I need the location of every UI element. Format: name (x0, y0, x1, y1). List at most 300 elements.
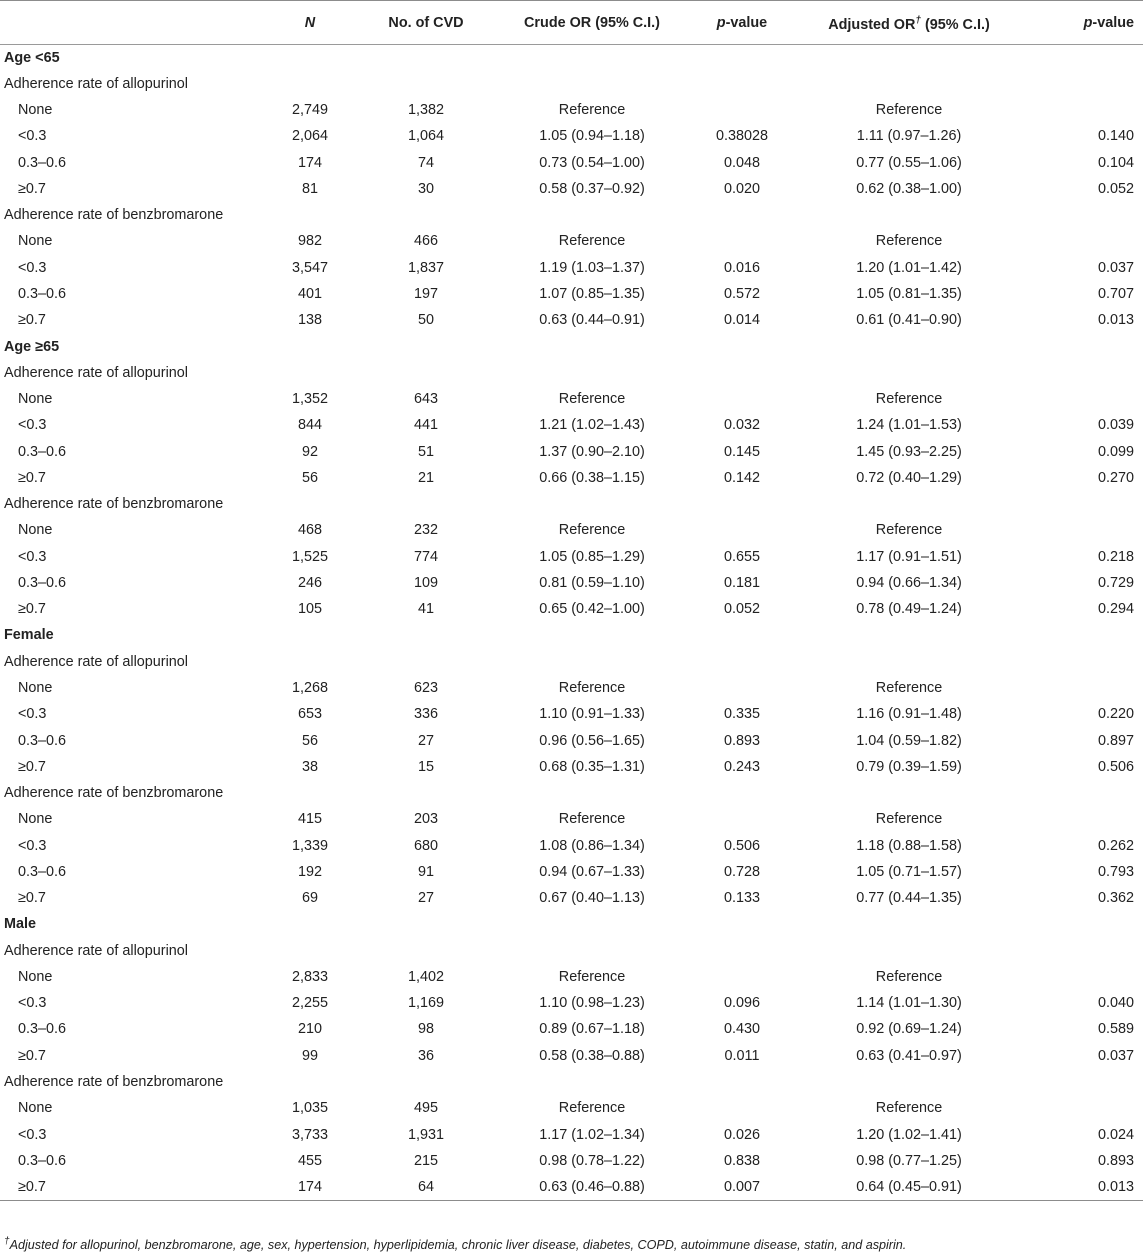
cell-n: 3,547 (291, 259, 328, 276)
empty-cell (690, 649, 794, 675)
empty-cell (358, 911, 494, 937)
empty-cell (262, 1069, 358, 1095)
cell-p-value-adjusted: 0.024 (1097, 1126, 1134, 1143)
table-row (0, 1174, 1143, 1200)
cell-n: 2,833 (291, 968, 328, 985)
cell-n: 1,268 (291, 680, 328, 696)
subgroup-row (0, 202, 1143, 228)
empty-cell (794, 45, 1024, 71)
cell-adjusted-or: 0.78 (0.49–1.24) (856, 601, 962, 618)
empty-cell (794, 71, 1024, 97)
empty-cell (1024, 45, 1143, 71)
cell-adjusted-or: 1.11 (0.97–1.26) (856, 128, 962, 145)
empty-cell (358, 45, 494, 71)
table-row (0, 1095, 1143, 1121)
cell-p-value-crude (690, 806, 794, 832)
cell-p-value-adjusted: 0.589 (1097, 1021, 1134, 1038)
cell-n: 3,733 (291, 1126, 328, 1143)
group-label: Age <65 (4, 49, 60, 66)
empty-cell (690, 71, 794, 97)
row-label: ≥0.7 (18, 890, 46, 907)
cell-crude-or: Reference (558, 968, 626, 985)
empty-cell (358, 360, 494, 386)
subgroup-row (0, 649, 1143, 675)
cell-crude-or: 1.37 (0.90–2.10) (539, 443, 645, 460)
empty-cell (690, 491, 794, 517)
row-label: <0.3 (18, 1126, 47, 1143)
cell-crude-or: 0.58 (0.37–0.92) (539, 180, 645, 197)
subgroup-row (0, 780, 1143, 806)
row-label: 0.3–0.6 (18, 286, 67, 303)
cell-p-value-adjusted: 0.040 (1097, 995, 1134, 1012)
empty-cell (262, 622, 358, 648)
header-blank (0, 1, 262, 45)
cell-p-value-adjusted: 0.793 (1097, 863, 1134, 880)
cell-adjusted-or: 1.05 (0.71–1.57) (856, 863, 962, 880)
row-label: <0.3 (18, 837, 47, 854)
cell-cvd: 64 (358, 1174, 494, 1200)
row-label: <0.3 (18, 128, 47, 145)
cell-crude-or: 0.63 (0.44–0.91) (539, 312, 645, 329)
subgroup-label: Adherence rate of allopurinol (4, 75, 189, 92)
table-row (0, 859, 1143, 885)
empty-cell (690, 911, 794, 937)
table-row (0, 990, 1143, 1016)
cell-adjusted-or: 0.79 (0.39–1.59) (856, 758, 962, 775)
cell-p-value-adjusted: 0.052 (1097, 180, 1134, 197)
cell-crude-or: 0.96 (0.56–1.65) (539, 732, 645, 749)
cell-adjusted-or: 1.18 (0.88–1.58) (856, 837, 962, 854)
cell-cvd: 1,402 (407, 968, 444, 985)
cell-cvd: 21 (417, 469, 434, 486)
subgroup-label: Adherence rate of benzbromarone (4, 496, 224, 513)
cell-cvd: 197 (413, 286, 438, 303)
header-n: N (262, 1, 358, 45)
cell-adjusted-or: 0.61 (0.41–0.90) (856, 312, 962, 329)
cell-cvd: 30 (417, 180, 434, 197)
cell-p-value-crude: 0.728 (723, 863, 760, 880)
group-header-row (0, 622, 1143, 648)
subgroup-label: Adherence rate of allopurinol (4, 942, 189, 959)
empty-cell (690, 622, 794, 648)
cell-crude-or: 0.66 (0.38–1.15) (539, 469, 645, 486)
cell-crude-or: 0.58 (0.38–0.88) (539, 1047, 645, 1064)
cell-crude-or: Reference (558, 391, 626, 408)
cell-p-value-crude: 0.096 (723, 995, 760, 1012)
cell-p-value-crude: 0.655 (723, 548, 760, 565)
cell-n: 69 (301, 890, 318, 907)
cell-n: 2,255 (291, 995, 328, 1012)
table-row (0, 964, 1143, 990)
row-label: ≥0.7 (18, 469, 46, 486)
cell-crude-or: 0.73 (0.54–1.00) (539, 154, 645, 171)
cell-cvd: 1,064 (407, 128, 444, 145)
cell-p-value-crude (690, 517, 794, 543)
cell-adjusted-or: 0.64 (0.45–0.91) (794, 1174, 1024, 1200)
cell-p-value-crude: 0.335 (723, 706, 760, 723)
cell-crude-or: Reference (558, 1100, 626, 1117)
empty-cell (1024, 360, 1143, 386)
cell-cvd: 91 (417, 863, 434, 880)
table-row (0, 281, 1143, 307)
cell-n: 38 (301, 758, 318, 775)
table-row (0, 570, 1143, 596)
row-label: 0.3–0.6 (18, 1152, 67, 1169)
cell-crude-or: 1.10 (0.91–1.33) (539, 706, 645, 723)
cell-p-value-crude: 0.145 (723, 443, 760, 460)
empty-cell (262, 71, 358, 97)
table-body (0, 45, 1143, 1201)
cell-adjusted-or: Reference (875, 680, 943, 696)
empty-cell (690, 1069, 794, 1095)
cell-p-value-adjusted: 0.037 (1097, 1047, 1134, 1064)
cell-n: 56 (301, 732, 318, 749)
empty-cell (494, 1069, 690, 1095)
table-row (0, 1043, 1143, 1069)
cell-cvd: 643 (413, 391, 438, 408)
table-row (0, 806, 1143, 832)
cell-n: 1,525 (291, 548, 328, 565)
cell-n: 653 (297, 706, 322, 723)
empty-cell (358, 71, 494, 97)
table-row (0, 465, 1143, 491)
cell-cvd: 41 (417, 601, 434, 618)
cell-adjusted-or: 0.72 (0.40–1.29) (856, 469, 962, 486)
row-label: ≥0.7 (18, 1047, 46, 1064)
row-label: None (18, 522, 53, 539)
subgroup-label: Adherence rate of benzbromarone (4, 207, 224, 224)
cell-p-value-adjusted (1024, 806, 1143, 832)
table-footnote: †Adjusted for allopurinol, benzbromarone, age, sex, hypertension, hyperlipidemia, chronic liver disease, diabetes, COPD, autoimmune disease, statin, and aspirin. (4, 1236, 907, 1253)
empty-cell (262, 649, 358, 675)
cell-p-value-crude: 0.007 (690, 1174, 794, 1200)
cell-cvd: 36 (417, 1047, 434, 1064)
empty-cell (794, 491, 1024, 517)
cell-p-value-crude: 0.838 (723, 1152, 760, 1169)
cell-cvd: 1,837 (407, 259, 444, 276)
cell-crude-or: 1.05 (0.85–1.29) (539, 548, 645, 565)
cell-p-value-crude: 0.38028 (715, 128, 769, 145)
empty-cell (1024, 938, 1143, 964)
subgroup-row (0, 360, 1143, 386)
header-p-value-crude: p-value (690, 1, 794, 45)
cell-p-value-adjusted: 0.506 (1097, 758, 1134, 775)
empty-cell (262, 202, 358, 228)
group-label: Age ≥65 (4, 338, 60, 355)
cell-n: 2,064 (291, 128, 328, 145)
table-row (0, 176, 1143, 202)
header-row (0, 1, 1143, 45)
row-label: ≥0.7 (0, 1174, 262, 1200)
cell-crude-or: Reference (558, 233, 626, 250)
table-row (0, 386, 1143, 412)
cell-crude-or: 1.21 (1.02–1.43) (539, 417, 645, 434)
empty-cell (358, 491, 494, 517)
cell-n: 192 (297, 863, 322, 880)
cell-cvd: 109 (413, 574, 438, 591)
cell-p-value-adjusted (1024, 1095, 1143, 1121)
cell-p-value-adjusted: 0.294 (1097, 601, 1134, 618)
row-label: <0.3 (18, 548, 47, 565)
cell-n: 401 (297, 286, 322, 303)
empty-cell (1024, 202, 1143, 228)
cell-p-value-crude: 0.014 (723, 312, 760, 329)
table-row (0, 596, 1143, 622)
cell-p-value-crude: 0.011 (724, 1047, 760, 1064)
cell-p-value-adjusted (1024, 964, 1143, 990)
empty-cell (494, 333, 690, 359)
subgroup-row (0, 1069, 1143, 1095)
group-header-row (0, 333, 1143, 359)
cell-p-value-adjusted: 0.262 (1097, 837, 1134, 854)
empty-cell (494, 911, 690, 937)
cell-p-value-crude: 0.893 (723, 732, 760, 749)
row-label: 0.3–0.6 (18, 154, 67, 171)
empty-cell (494, 202, 690, 228)
empty-cell (358, 202, 494, 228)
cell-p-value-adjusted: 0.218 (1097, 548, 1134, 565)
empty-cell (794, 649, 1024, 675)
empty-cell (494, 780, 690, 806)
empty-cell (262, 333, 358, 359)
cell-n: 982 (297, 233, 322, 250)
cell-crude-or: 0.89 (0.67–1.18) (539, 1021, 645, 1038)
empty-cell (794, 622, 1024, 648)
cell-adjusted-or: 1.24 (1.01–1.53) (856, 417, 962, 434)
cell-cvd: 74 (417, 154, 434, 171)
cell-adjusted-or: 0.92 (0.69–1.24) (856, 1021, 962, 1038)
cell-p-value-crude (690, 386, 794, 412)
cell-crude-or: Reference (558, 811, 626, 828)
cell-p-value-crude (690, 675, 794, 701)
group-header-row (0, 911, 1143, 937)
row-label: None (18, 1100, 53, 1117)
table-row (0, 228, 1143, 254)
cell-n: 174 (262, 1174, 358, 1200)
cell-crude-or: 1.07 (0.85–1.35) (539, 286, 645, 303)
cell-adjusted-or: 0.62 (0.38–1.00) (856, 180, 962, 197)
table-row (0, 438, 1143, 464)
cell-cvd: 336 (413, 706, 438, 723)
subgroup-label: Adherence rate of benzbromarone (4, 1073, 224, 1090)
cell-p-value-adjusted: 0.893 (1097, 1152, 1134, 1169)
cell-adjusted-or: 1.17 (0.91–1.51) (856, 548, 962, 565)
empty-cell (494, 649, 690, 675)
subgroup-row (0, 71, 1143, 97)
cell-crude-or: 1.08 (0.86–1.34) (539, 837, 645, 854)
row-label: ≥0.7 (18, 312, 46, 329)
cell-p-value-crude: 0.032 (723, 417, 760, 434)
group-header-row (0, 45, 1143, 71)
cell-p-value-crude: 0.181 (723, 574, 760, 591)
table-row (0, 885, 1143, 911)
table-row (0, 832, 1143, 858)
empty-cell (262, 911, 358, 937)
cell-crude-or: Reference (558, 102, 626, 119)
cell-n: 2,749 (291, 102, 328, 119)
cell-crude-or: 1.19 (1.03–1.37) (539, 259, 645, 276)
cell-cvd: 441 (413, 417, 438, 434)
empty-cell (794, 360, 1024, 386)
cell-p-value-adjusted: 0.140 (1097, 128, 1134, 145)
cell-crude-or: 0.94 (0.67–1.33) (539, 863, 645, 880)
subgroup-label: Adherence rate of benzbromarone (4, 785, 224, 802)
cell-cvd: 774 (413, 548, 438, 565)
row-label: 0.3–0.6 (18, 863, 67, 880)
cell-p-value-adjusted: 0.013 (1024, 1174, 1143, 1200)
cell-crude-or: Reference (558, 680, 626, 696)
empty-cell (794, 780, 1024, 806)
table-row (0, 97, 1143, 123)
empty-cell (690, 780, 794, 806)
row-label: None (18, 233, 53, 250)
cell-cvd: 466 (413, 233, 438, 250)
empty-cell (358, 333, 494, 359)
cell-p-value-crude (690, 1095, 794, 1121)
empty-cell (690, 202, 794, 228)
cell-cvd: 1,382 (407, 102, 444, 119)
table-row (0, 517, 1143, 543)
empty-cell (1024, 911, 1143, 937)
cell-n: 415 (297, 811, 322, 828)
cell-adjusted-or: Reference (875, 1100, 943, 1117)
table-row (0, 150, 1143, 176)
cell-p-value-adjusted: 0.270 (1097, 469, 1134, 486)
cell-adjusted-or: Reference (875, 391, 943, 408)
empty-cell (690, 938, 794, 964)
empty-cell (494, 45, 690, 71)
row-label: 0.3–0.6 (18, 732, 67, 749)
empty-cell (1024, 649, 1143, 675)
cell-n: 81 (301, 180, 318, 197)
cell-n: 468 (297, 522, 322, 539)
table-row (0, 701, 1143, 727)
row-label: None (18, 811, 53, 828)
cell-crude-or: 0.68 (0.35–1.31) (539, 758, 645, 775)
table-row (0, 307, 1143, 333)
table-row (0, 544, 1143, 570)
header-crude-or: Crude OR (95% C.I.) (494, 1, 690, 45)
cell-cvd: 98 (417, 1021, 434, 1038)
cell-cvd: 495 (413, 1100, 438, 1117)
cell-p-value-crude: 0.020 (723, 180, 760, 197)
cell-p-value-crude: 0.048 (723, 154, 760, 171)
cell-n: 105 (297, 601, 322, 618)
cell-p-value-crude: 0.142 (723, 469, 760, 486)
row-label: ≥0.7 (18, 758, 46, 775)
row-label: <0.3 (18, 706, 47, 723)
cell-cvd: 27 (417, 890, 434, 907)
empty-cell (1024, 491, 1143, 517)
row-label: 0.3–0.6 (18, 443, 67, 460)
row-label: None (18, 391, 53, 408)
empty-cell (690, 45, 794, 71)
cell-adjusted-or: 0.63 (0.41–0.97) (856, 1047, 962, 1064)
header-adjusted-or: Adjusted OR† (95% C.I.) (794, 1, 1024, 45)
table-row (0, 727, 1143, 753)
cell-n: 1,035 (291, 1100, 328, 1117)
empty-cell (358, 780, 494, 806)
empty-cell (358, 622, 494, 648)
cell-n: 138 (297, 312, 322, 329)
empty-cell (1024, 622, 1143, 648)
cell-adjusted-or: Reference (875, 233, 943, 250)
group-label: Female (4, 627, 54, 644)
cell-n: 92 (301, 443, 318, 460)
subgroup-label: Adherence rate of allopurinol (4, 653, 189, 670)
subgroup-row (0, 938, 1143, 964)
empty-cell (494, 71, 690, 97)
row-label: 0.3–0.6 (18, 574, 67, 591)
cell-n: 210 (297, 1021, 322, 1038)
subgroup-row (0, 491, 1143, 517)
cell-adjusted-or: Reference (875, 811, 943, 828)
table-row (0, 123, 1143, 149)
cell-p-value-adjusted: 0.039 (1097, 417, 1134, 434)
row-label: None (18, 102, 53, 119)
header-no-of-cvd: No. of CVD (358, 1, 494, 45)
empty-cell (794, 333, 1024, 359)
empty-cell (1024, 333, 1143, 359)
group-label: Male (4, 916, 36, 933)
empty-cell (494, 491, 690, 517)
cell-adjusted-or: Reference (875, 968, 943, 985)
cell-p-value-adjusted: 0.037 (1097, 259, 1134, 276)
cell-p-value-adjusted: 0.099 (1097, 443, 1134, 460)
cell-p-value-adjusted (1024, 97, 1143, 123)
table-row (0, 754, 1143, 780)
empty-cell (494, 360, 690, 386)
empty-cell (358, 1069, 494, 1095)
cell-p-value-adjusted (1024, 228, 1143, 254)
cell-p-value-crude: 0.506 (723, 837, 760, 854)
cell-p-value-adjusted: 0.897 (1097, 732, 1134, 749)
cell-adjusted-or: 0.77 (0.55–1.06) (856, 154, 962, 171)
cell-p-value-adjusted: 0.104 (1097, 154, 1134, 171)
cell-crude-or: 0.65 (0.42–1.00) (539, 601, 645, 618)
row-label: <0.3 (18, 259, 47, 276)
cell-cvd: 232 (413, 522, 438, 539)
cell-cvd: 623 (413, 680, 438, 696)
cell-p-value-crude: 0.026 (723, 1126, 760, 1143)
cell-p-value-crude: 0.243 (723, 758, 760, 775)
cell-adjusted-or: 1.05 (0.81–1.35) (856, 286, 962, 303)
cell-cvd: 51 (417, 443, 434, 460)
table-row (0, 412, 1143, 438)
cell-adjusted-or: 0.77 (0.44–1.35) (856, 890, 962, 907)
cell-p-value-adjusted (1024, 386, 1143, 412)
empty-cell (1024, 71, 1143, 97)
row-label: <0.3 (18, 995, 47, 1012)
cell-p-value-adjusted: 0.707 (1097, 286, 1134, 303)
row-label: 0.3–0.6 (18, 1021, 67, 1038)
cell-n: 99 (301, 1047, 318, 1064)
empty-cell (1024, 780, 1143, 806)
cell-cvd: 27 (417, 732, 434, 749)
cell-p-value-crude (690, 964, 794, 990)
cell-n: 1,352 (291, 391, 328, 408)
cell-p-value-crude (690, 228, 794, 254)
cell-p-value-crude: 0.052 (723, 601, 760, 618)
cell-p-value-crude: 0.430 (723, 1021, 760, 1038)
cell-adjusted-or: Reference (875, 102, 943, 119)
cell-adjusted-or: 1.04 (0.59–1.82) (856, 732, 962, 749)
cell-adjusted-or: 0.98 (0.77–1.25) (856, 1152, 962, 1169)
cell-cvd: 15 (417, 758, 434, 775)
cell-n: 1,339 (291, 837, 328, 854)
cell-adjusted-or: 1.20 (1.02–1.41) (856, 1126, 962, 1143)
empty-cell (794, 911, 1024, 937)
